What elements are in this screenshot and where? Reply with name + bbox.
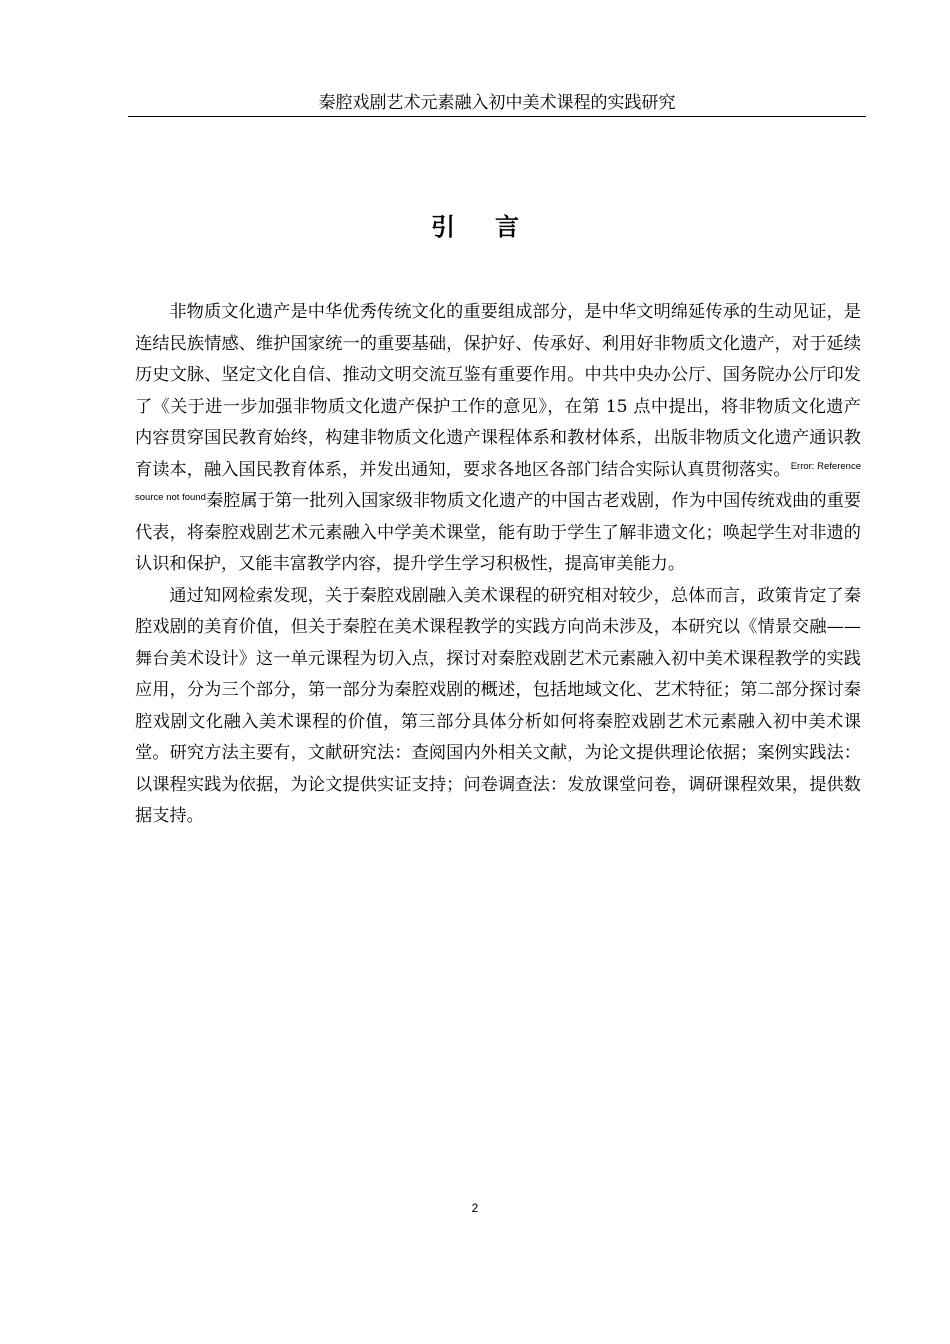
page-header [128, 93, 866, 117]
header-title: 秦腔戏剧艺术元素融入初中美术课程的实践研究 [318, 93, 676, 113]
paragraph-2: 通过知网检索发现，关于秦腔戏剧融入美术课程的研究相对较少，总体而言，政策肯定了秦腔戏剧的美育价值，但关于秦腔在美术课程教学的实践方向尚未涉及，本研究以《情景交融——舞台美术设计》这一单元课程为切入点，探讨对秦腔戏剧艺术元素融入初中美术课程教学的实践应用，分为三个部分，第一部分为秦腔戏剧的概述，包括地域文化、艺术特征；第二部分探讨秦腔戏剧文化融入美术课程的价值，第三部分具体分析如何将秦腔戏剧艺术元素融入初中美术课堂。研究方法主要有，文献研究法：查阅国内外相关文献，为论文提供理论依据；案例实践法：以课程实践为依据，为论文提供实证支持；问卷调查法：发放课堂问卷，调研课程效果，提供数据支持。 [135, 585, 861, 826]
reference-error: Error: Reference source not found [135, 460, 861, 503]
paragraph-1 [135, 297, 861, 581]
body-text [135, 297, 861, 833]
section-title: 引言 [431, 213, 559, 241]
page-number: 2 [471, 1201, 479, 1215]
paragraph-1-text-b: 秦腔属于第一批列入国家级非物质文化遗产的中国古老戏剧，作为中国传统戏曲的重要代表，将秦腔戏剧艺术元素融入中学美术课堂，能有助于学生了解非遗文化；唤起学生对非遗的认识和保护，又能丰富教学内容，提升学生学习积极性，提高审美能力。 [135, 491, 861, 574]
paragraph-1-text-a: 非物质文化遗产是中华优秀传统文化的重要组成部分，是中华文明绵延传承的生动见证，是连结民族情感、维护国家统一的重要基础，保护好、传承好、利用好非物质文化遗产，对于延续历史文脉、坚定文化自信、推动文明交流互鉴有重要作用。中共中央办公厅、国务院办公厅印发了《关于进一步加强非物质文化遗产保护工作的意见》，在第 15 点中提出，将非物质文化遗产内容贯穿国民教育始终，构建非物质文化遗产课程体系和教材体系，出版非物质文化遗产通识教育读本，融入国民教育体系，并发出通知，要求各地区各部门结合实际认真贯彻落实。 [135, 302, 861, 480]
